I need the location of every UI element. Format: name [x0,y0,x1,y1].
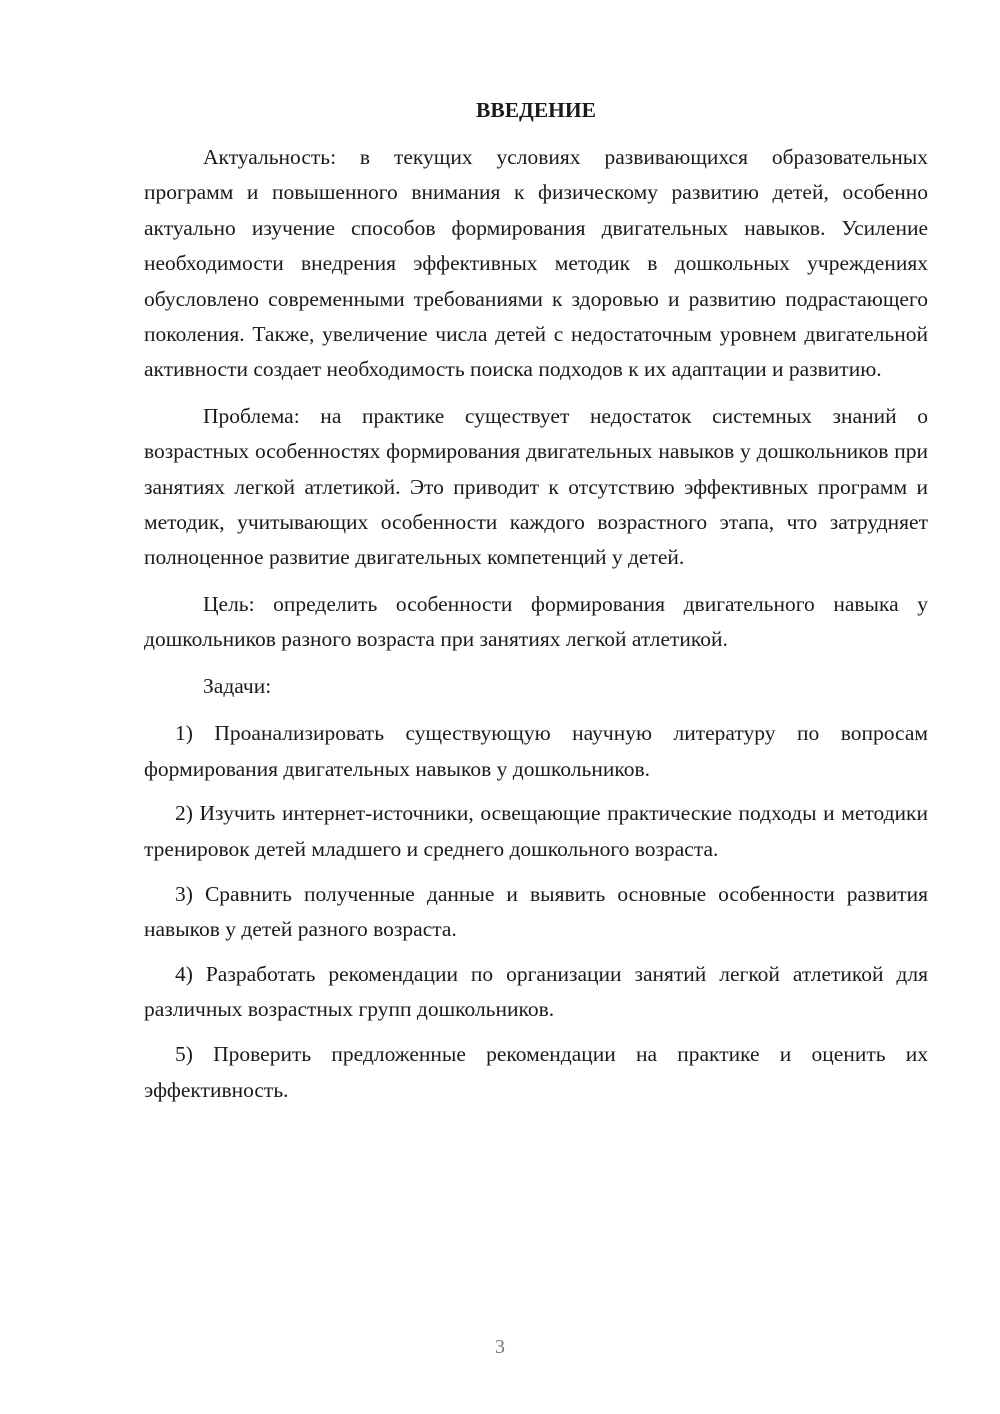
tasks-label: Задачи: [203,673,272,698]
page-title: ВВЕДЕНИЕ [476,98,596,122]
task-list [144,716,928,1108]
task-item: 2) Изучить интернет-источники, освещающие практические подходы и методики тренировок детей младшего и среднего дошкольного возраста. [144,801,928,861]
task-item: 1) Проанализировать существующую научную литературу по вопросам формирования двигательных навыков у дошкольников. [144,721,928,781]
task-item: 4) Разработать рекомендации по организации занятий легкой атлетикой для различных возрастных групп дошкольников. [144,962,928,1022]
page-number: 3 [495,1336,505,1358]
task-item: 3) Сравнить полученные данные и выявить основные особенности развития навыков у детей разного возраста. [144,881,928,942]
problem-paragraph: Проблема: на практике существует недостаток системных знаний о возрастных особенностях формирования двигательных навыков у дошкольников при занятиях легкой атлетикой. Это приводит к отсутствию эффективных программ и методик, учитывающих особенности каждого возрастного этапа, что затрудняет полноценное развитие двигательных компетенций у детей. [144,403,928,570]
page-content [144,92,928,1118]
goal-paragraph: Цель: определить особенности формирования двигательного навыка у дошкольников разного возраста при занятиях легкой атлетикой. [144,591,928,652]
relevance-paragraph: Актуальность: в текущих условиях развивающихся образовательных программ и повышенного внимания к физическому развитию детей, особенно актуально изучение способов формирования двигательных навыков. Усиление необходимости внедрения эффективных методик в дошкольных учреждениях обусловлено современными требованиями к здоровью и развитию подрастающего поколения. Также, увеличение числа детей с недостаточным уровнем двигательной активности создает необходимость поиска подходов к их адаптации и развитию. [144,145,928,382]
task-item: 5) Проверить предложенные рекомендации на практике и оценить их эффективность. [144,1042,928,1102]
